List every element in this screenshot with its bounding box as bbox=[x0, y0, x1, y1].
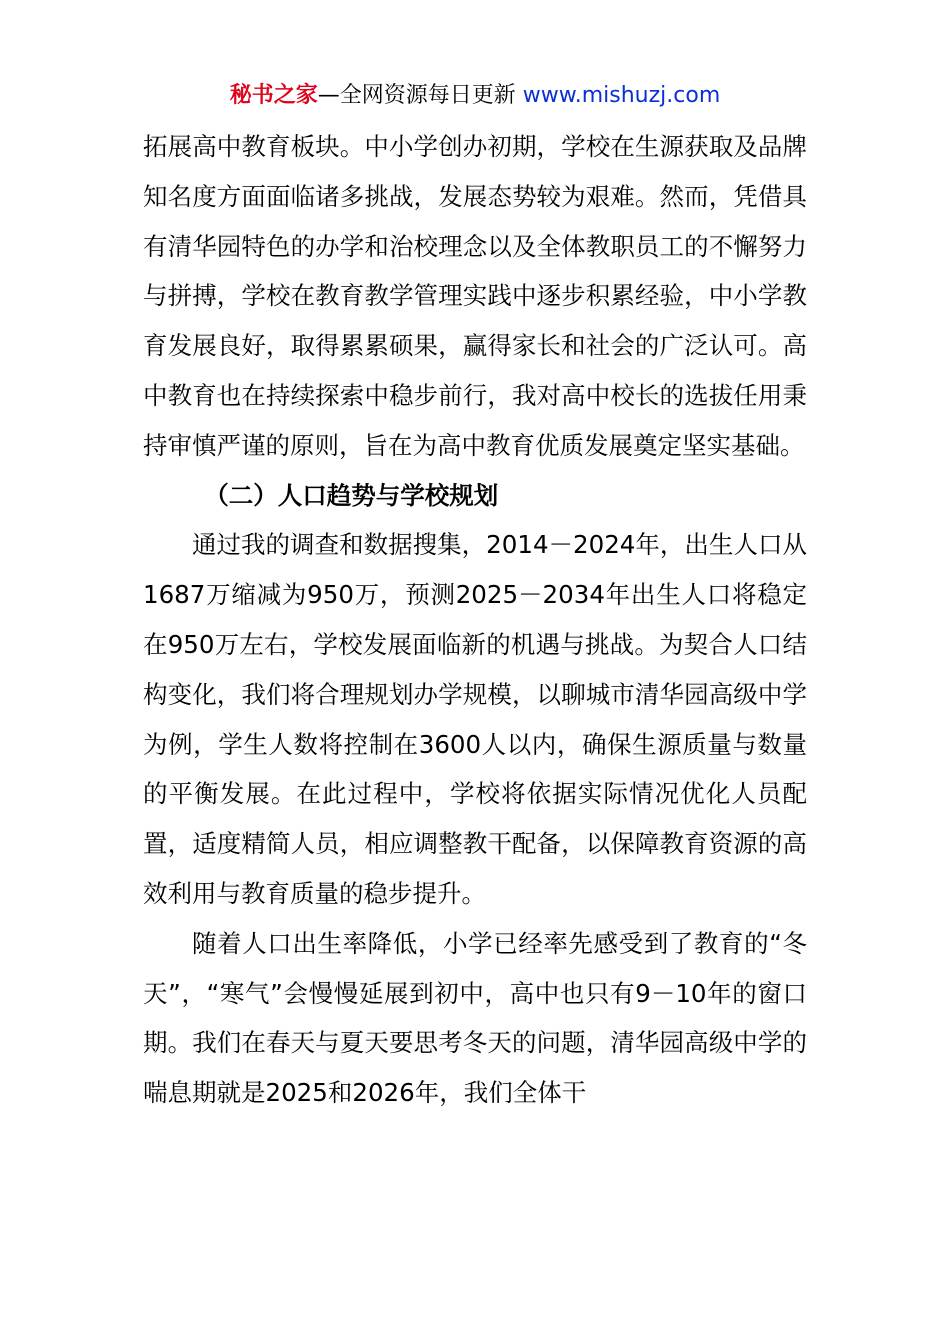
paragraph: 通过我的调查和数据搜集，2014－2024年，出生人口从1687万缩减为950万，预测2025－2034年出生人口将稳定在950万左右，学校发展面临新的机遇与挑战。为契合人口结构变化，我们将合理规划办学规模，以聊城市清华园高级中学为例，学生人数将控制在3600人以内，确保生源质量与数量的平衡发展。在此过程中，学校将依据实际情况优化人员配置，适度精简人员，相应调整教干配备，以保障教育资源的高效利用与教育质量的稳步提升。 bbox=[143, 530, 807, 908]
page-header bbox=[0, 80, 950, 112]
paragraph: 拓展高中教育板块。中小学创办初期，学校在生源获取及品牌知名度方面面临诸多挑战，发展态势较为艰难。然而，凭借具有清华园特色的办学和治校理念以及全体教职员工的不懈努力与拼搏，学校在教育教学管理实践中逐步积累经验，中小学教育发展良好，取得累累硕果，赢得家长和社会的广泛认可。高中教育也在持续探索中稳步前行，我对高中校长的选拔任用秉持审慎严谨的原则，旨在为高中教育优质发展奠定坚实基础。 bbox=[143, 132, 807, 460]
document-body bbox=[143, 122, 807, 1118]
header-tagline: —全网资源每日更新 bbox=[317, 83, 516, 108]
header-site-link[interactable]: www.mishuzj.com bbox=[522, 83, 721, 108]
section-heading: （二）人口趋势与学校规划 bbox=[204, 480, 499, 510]
header-brand: 秘书之家 bbox=[229, 83, 318, 108]
paragraph: 随着人口出生率降低，小学已经率先感受到了教育的“冬天”，“寒气”会慢慢延展到初中，高中也只有9－10年的窗口期。我们在春天与夏天要思考冬天的问题，清华园高级中学的喘息期就是2025和2026年，我们全体干 bbox=[143, 928, 807, 1108]
